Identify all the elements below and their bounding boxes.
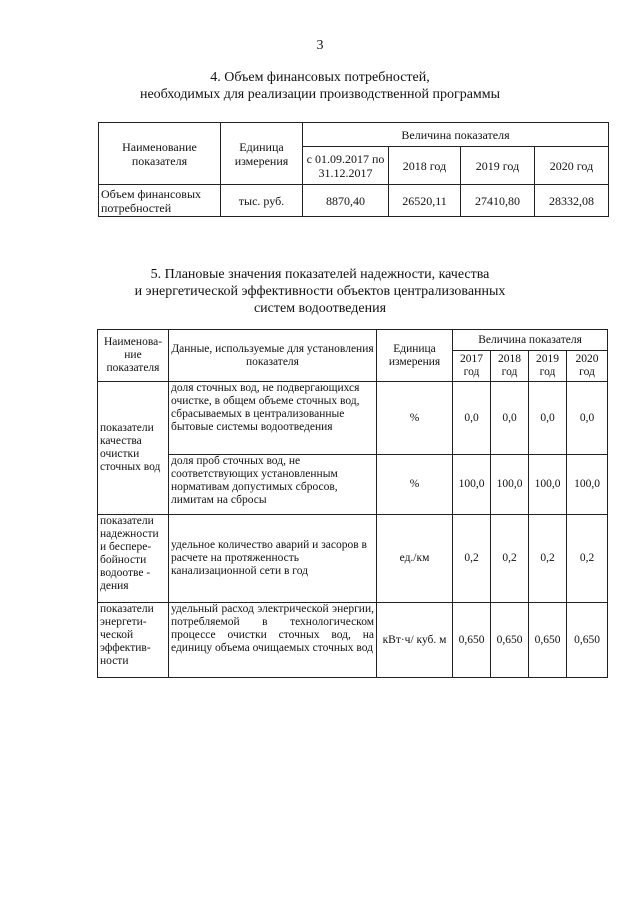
row-value: 100,0 <box>529 455 567 515</box>
header-year: 2020 год <box>567 351 608 382</box>
row-value: 0,2 <box>567 515 608 603</box>
row-value: 28332,08 <box>535 185 609 217</box>
header-period: 2018 год <box>389 147 461 185</box>
row-value: 8870,40 <box>303 185 389 217</box>
section4-title-line: необходимых для реализации производственной программы <box>139 87 501 102</box>
row-value: 0,2 <box>491 515 529 603</box>
header-name: Наименование показателя <box>99 123 221 185</box>
indicators-table <box>97 329 608 678</box>
section5-title-line: и энергетической эффективности объектов централизованных <box>134 284 506 299</box>
header-value-group: Величина показателя <box>453 330 608 351</box>
header-unit: Единица измерения <box>221 123 303 185</box>
header-name: Наименова-ние показателя <box>98 330 169 382</box>
row-data: доля проб сточных вод, не соответствующих установленным нормативам допустимых сбросов, лимитам на сбросы <box>169 455 377 515</box>
row-value: 0,0 <box>529 382 567 455</box>
group-name-energy: показатели энергети-ческой эффектив-ности <box>98 603 169 678</box>
row-value: 27410,80 <box>461 185 535 217</box>
row-data: удельное количество аварий и засоров в расчете на протяженность канализационной сети в год <box>169 515 377 603</box>
row-value: 26520,11 <box>389 185 461 217</box>
row-value: 100,0 <box>491 455 529 515</box>
section5-title-line: 5. Плановые значения показателей надежности, качества <box>150 267 490 282</box>
header-period: 2019 год <box>461 147 535 185</box>
financial-needs-table <box>98 122 609 217</box>
header-value-group: Величина показателя <box>303 123 609 147</box>
group-name-reliability: показатели надежности и беспере-бойности водоотве - дения <box>98 515 169 603</box>
group-name-quality: показатели качества очистки сточных вод <box>98 382 169 515</box>
header-year: 2017 год <box>453 351 491 382</box>
row-value: 0,650 <box>529 603 567 678</box>
row-unit: ед./км <box>377 515 453 603</box>
row-value: 0,0 <box>491 382 529 455</box>
section4-title <box>0 69 640 103</box>
row-unit: % <box>377 382 453 455</box>
header-period: с 01.09.2017 по 31.12.2017 <box>303 147 389 185</box>
row-data: доля сточных вод, не подвергающихся очистке, в общем объеме сточных вод, сбрасываемых в централизованные бытовые системы водоотведения <box>169 382 377 455</box>
row-name: Объем финансовых потребностей <box>99 185 221 217</box>
header-data: Данные, используемые для установления показателя <box>169 330 377 382</box>
header-unit: Единица измерения <box>377 330 453 382</box>
section4-title-line: 4. Объем финансовых потребностей, <box>210 70 430 85</box>
row-value: 0,2 <box>453 515 491 603</box>
row-data: удельный расход электрической энергии, потребляемой в технологическом процессе очистки сточных вод, на единицу объема очищаемых сточных вод <box>169 603 377 678</box>
section5-title-line: систем водоотведения <box>253 301 387 316</box>
row-value: 100,0 <box>453 455 491 515</box>
row-value: 0,650 <box>453 603 491 678</box>
header-year: 2019 год <box>529 351 567 382</box>
row-value: 0,0 <box>567 382 608 455</box>
row-value: 100,0 <box>567 455 608 515</box>
row-unit: кВт·ч/ куб. м <box>377 603 453 678</box>
row-value: 0,650 <box>491 603 529 678</box>
row-unit: тыс. руб. <box>221 185 303 217</box>
page-number: 3 <box>316 38 324 53</box>
row-unit: % <box>377 455 453 515</box>
row-value: 0,0 <box>453 382 491 455</box>
row-value: 0,650 <box>567 603 608 678</box>
row-value: 0,2 <box>529 515 567 603</box>
section5-title <box>0 266 640 317</box>
header-year: 2018 год <box>491 351 529 382</box>
header-period: 2020 год <box>535 147 609 185</box>
